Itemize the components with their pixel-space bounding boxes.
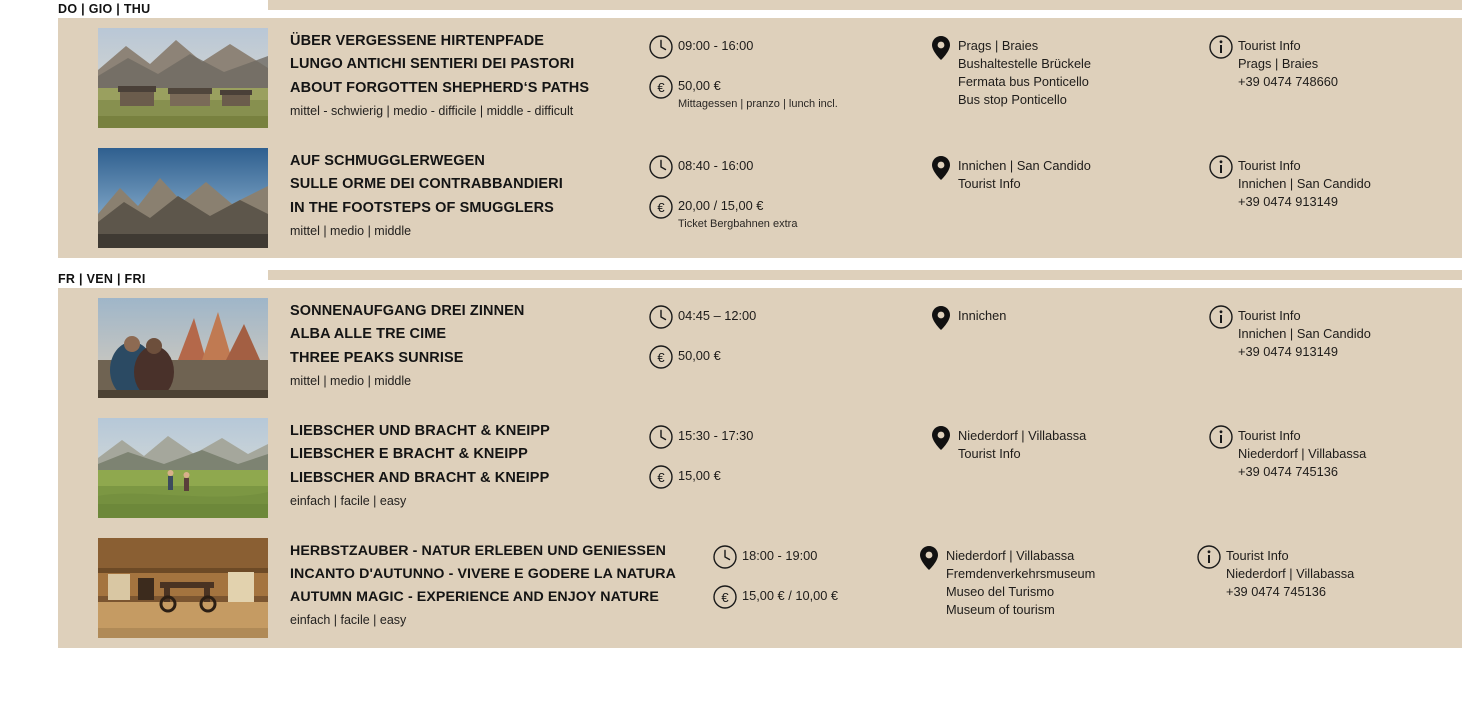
event-contact [1208, 418, 1458, 481]
location-line: Tourist Info [958, 446, 1021, 462]
event-thumbnail [98, 298, 268, 398]
section-divider [0, 258, 1462, 270]
svg-text:€: € [657, 80, 665, 95]
clock-icon [648, 154, 678, 180]
event-row[interactable] [0, 138, 1462, 258]
location-line: Bushaltestelle Brückele [958, 56, 1092, 72]
day-label: DO | GIO | THU [58, 2, 151, 16]
contact-line: Niederdorf | Villabassa [1225, 566, 1355, 582]
green-meadow-walkers-image [98, 418, 268, 518]
event-time-price [676, 538, 916, 610]
info-icon [1208, 34, 1238, 60]
contact-line: Niederdorf | Villabassa [1238, 446, 1367, 462]
contact-line: +39 0474 748660 [1238, 74, 1338, 90]
event-price: 50,00 € [678, 78, 721, 93]
event-time-price [648, 298, 928, 370]
contact-line: +39 0474 745136 [1225, 584, 1326, 600]
day-group-friday [0, 270, 1462, 648]
event-difficulty: einfach | facile | easy [290, 494, 407, 509]
event-title-de: SONNENAUFGANG DREI ZINNEN [290, 303, 525, 319]
event-title-en: IN THE FOOTSTEPS OF SMUGGLERS [290, 199, 554, 216]
event-title-de: LIEBSCHER UND BRACHT & KNEIPP [290, 423, 550, 439]
event-price: 20,00 / 15,00 € [678, 198, 764, 213]
map-pin-icon [928, 304, 958, 330]
info-icon [1208, 154, 1238, 180]
location-line: Niederdorf | Villabassa [958, 428, 1087, 443]
contact-line: Prags | Braies [1238, 56, 1319, 72]
location-line: Innichen [958, 308, 1007, 323]
map-pin-icon [916, 544, 946, 570]
event-titles [268, 538, 676, 627]
event-price: 15,00 € [678, 468, 721, 483]
location-line: Niederdorf | Villabassa [945, 548, 1075, 563]
svg-text:€: € [721, 590, 729, 605]
event-titles [268, 28, 648, 118]
info-icon [1208, 304, 1238, 330]
event-time: 18:00 - 19:00 [741, 548, 818, 563]
event-location [928, 148, 1208, 193]
map-pin-icon [928, 154, 958, 180]
event-title-it: LIEBSCHER E BRACHT & KNEIPP [290, 446, 528, 463]
contact-line: +39 0474 913149 [1238, 344, 1338, 360]
map-pin-icon [928, 34, 958, 60]
event-price-note: Ticket Bergbahnen extra [678, 218, 798, 231]
info-icon [1208, 424, 1238, 450]
contact-line: Tourist Info [1238, 308, 1301, 323]
event-difficulty: mittel | medio | middle [290, 374, 412, 389]
event-title-en: LIEBSCHER AND BRACHT & KNEIPP [290, 469, 550, 486]
event-row[interactable] [0, 288, 1462, 408]
event-location [928, 298, 1208, 330]
contact-line: Innichen | San Candido [1238, 326, 1371, 342]
location-line: Innichen | San Candido [958, 158, 1091, 173]
event-price: 15,00 € / 10,00 € [741, 588, 839, 603]
svg-text:€: € [657, 350, 665, 365]
event-contact [1208, 298, 1458, 361]
event-time-price [648, 148, 928, 232]
clock-icon [648, 304, 678, 330]
contact-line: Tourist Info [1238, 428, 1301, 443]
event-title-it: SULLE ORME DEI CONTRABBANDIERI [290, 176, 563, 193]
event-price-note: Mittagessen | pranzo | lunch incl. [678, 98, 838, 111]
location-line: Fermata bus Ponticello [958, 74, 1089, 90]
euro-icon [648, 74, 678, 100]
contact-line: Tourist Info [1225, 548, 1289, 563]
event-time: 09:00 - 16:00 [678, 38, 754, 53]
map-pin-icon [928, 424, 958, 450]
location-line: Museum of tourism [945, 602, 1055, 618]
contact-line: Tourist Info [1238, 38, 1301, 53]
event-title-it: LUNGO ANTICHI SENTIERI DEI PASTORI [290, 56, 575, 73]
euro-icon [648, 464, 678, 490]
euro-icon [648, 344, 678, 370]
event-difficulty: mittel | medio | middle [290, 224, 412, 239]
event-titles [268, 418, 648, 508]
contact-line: Innichen | San Candido [1238, 176, 1371, 192]
day-header [0, 0, 1462, 18]
event-contact [1208, 28, 1458, 91]
clock-icon [712, 544, 742, 570]
day-label: FR | VEN | FRI [58, 272, 146, 286]
event-time-price [648, 28, 928, 112]
event-location [916, 538, 1196, 620]
mountain-village-meadow-image [98, 28, 268, 128]
event-title-de: AUF SCHMUGGLERWEGEN [290, 153, 485, 169]
event-time-price [648, 418, 928, 490]
event-time: 15:30 - 17:30 [678, 428, 754, 443]
event-contact [1208, 148, 1458, 211]
euro-icon [712, 584, 742, 610]
museum-interior-wooden-image [98, 538, 268, 638]
event-contact [1196, 538, 1446, 601]
event-thumbnail [98, 418, 268, 518]
clock-icon [648, 424, 678, 450]
contact-line: +39 0474 913149 [1238, 194, 1338, 210]
event-titles [268, 298, 648, 388]
euro-icon [648, 194, 678, 220]
event-time: 04:45 – 12:00 [678, 308, 757, 323]
event-thumbnail [98, 148, 268, 248]
event-thumbnail [98, 28, 268, 128]
location-line: Prags | Braies [958, 38, 1039, 53]
event-time: 08:40 - 16:00 [678, 158, 754, 173]
event-location [928, 418, 1208, 463]
event-title-de: HERBSTZAUBER - NATUR ERLEBEN UND GENIESSEN [290, 543, 666, 559]
clock-icon [648, 34, 678, 60]
hikers-sunrise-three-peaks-image [98, 298, 268, 398]
dolomites-peaks-blue-sky-image [98, 148, 268, 248]
event-title-en: THREE PEAKS SUNRISE [290, 349, 464, 366]
location-line: Fremdenverkehrsmuseum [945, 566, 1096, 582]
location-line: Bus stop Ponticello [958, 92, 1067, 108]
event-row[interactable] [0, 528, 1462, 648]
location-line: Tourist Info [958, 176, 1021, 192]
day-header [0, 270, 1462, 288]
contact-line: +39 0474 745136 [1238, 464, 1338, 480]
day-body [0, 18, 1462, 258]
svg-text:€: € [657, 470, 665, 485]
event-title-it: ALBA ALLE TRE CIME [290, 326, 447, 343]
event-title-en: ABOUT FORGOTTEN SHEPHERD‘S PATHS [290, 79, 590, 96]
event-price: 50,00 € [678, 348, 721, 363]
event-title-it: INCANTO D'AUTUNNO - VIVERE E GODERE LA NATURA [290, 566, 676, 582]
contact-line: Tourist Info [1238, 158, 1301, 173]
day-body [0, 288, 1462, 648]
day-group-thursday [0, 0, 1462, 258]
location-line: Museo del Turismo [945, 584, 1055, 600]
event-difficulty: einfach | facile | easy [290, 613, 407, 627]
event-row[interactable] [0, 18, 1462, 138]
event-difficulty: mittel - schwierig | medio - difficile | middle - difficult [290, 104, 574, 119]
event-thumbnail [98, 538, 268, 638]
event-location [928, 28, 1208, 110]
svg-text:€: € [657, 200, 665, 215]
event-title-en: AUTUMN MAGIC - EXPERIENCE AND ENJOY NATURE [290, 589, 659, 605]
event-title-de: ÜBER VERGESSENE HIRTENPFADE [290, 33, 545, 49]
info-icon [1196, 544, 1226, 570]
event-titles [268, 148, 648, 238]
event-row[interactable] [0, 408, 1462, 528]
